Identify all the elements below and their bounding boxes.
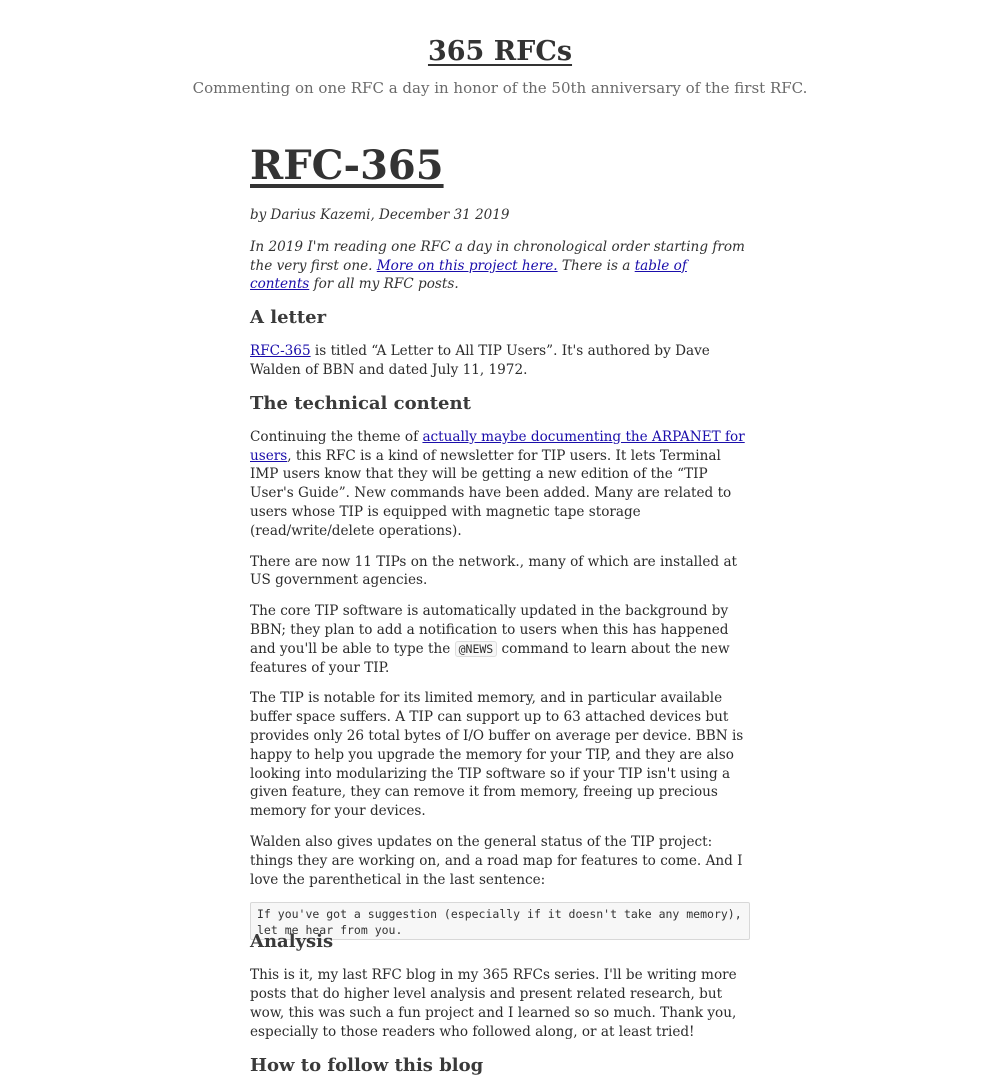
- intro-tail-text: for all my RFC posts.: [309, 276, 459, 293]
- section-heading-analysis: Analysis: [250, 931, 334, 953]
- news-command-code: @NEWS: [455, 641, 498, 657]
- section-heading-technical: The technical content: [250, 392, 471, 414]
- arpanet-users-link[interactable]: actually maybe documenting the ARPANET for users: [250, 428, 745, 464]
- technical-paragraph-2: There are now 11 TIPs on the network., many of which are installed at US government agencies.: [250, 553, 738, 589]
- technical-p1-lead: Continuing the theme of: [250, 428, 423, 445]
- section-heading-letter: A letter: [250, 307, 327, 329]
- intro-lead-text: In 2019 I'm reading one RFC a day in chronological order starting from the very first one.: [250, 238, 745, 274]
- letter-text: is titled “A Letter to All TIP Users”. It's authored by Dave Walden of BBN and dated July 11, 1972.: [250, 343, 710, 378]
- project-intro: [250, 238, 750, 294]
- technical-paragraph-5: Walden also gives updates on the general status of the TIP project: things they are working on, and a road map for features to come. And I love the parenthetical in the last sentence:: [250, 833, 743, 888]
- site-title-link[interactable]: 365 RFCs: [427, 36, 573, 67]
- post-byline: by Darius Kazemi, December 31 2019: [250, 207, 510, 223]
- technical-paragraph-3: [250, 602, 750, 677]
- section-heading-follow: How to follow this blog: [250, 1054, 484, 1076]
- quote-code-block: If you've got a suggestion (especially if it doesn't take any memory), let me hear from you.: [250, 902, 750, 940]
- site-header: [0, 0, 1000, 97]
- table-of-contents-link[interactable]: table of contents: [250, 257, 687, 293]
- site-tagline: Commenting on one RFC a day in honor of the 50th anniversary of the first RFC.: [192, 79, 808, 97]
- rfc-365-link[interactable]: RFC-365: [250, 343, 311, 360]
- technical-p1-tail: , this RFC is a kind of newsletter for TIP users. It lets Terminal IMP users know that they will be getting a new edition of the “TIP User's Guide”. New commands have been added. Many are related to users whose TIP is equipped with magnetic tape storage (read/write/delete operations).: [250, 447, 732, 539]
- analysis-paragraph: This is it, my last RFC blog in my 365 RFCs series. I'll be writing more posts that do higher level analysis and present related research, but wow, this was such a fun project and I learned so so much. Thank you, especially to those readers who followed along, or at least tried!: [250, 967, 737, 1040]
- intro-middle-text: There is a: [557, 257, 635, 274]
- post-article: [250, 140, 750, 1078]
- technical-paragraph-4: The TIP is notable for its limited memory, and in particular available buffer space suffers. A TIP can support up to 63 attached devices but provides only 26 total bytes of I/O buffer on average per device. BBN is happy to help you upgrade the memory for your TIP, and they are also looking into modularizing the TIP software so if your TIP isn't using a given feature, they can remove it from memory, freeing up precious memory for your devices.: [250, 690, 744, 820]
- technical-paragraph-1: [250, 428, 750, 541]
- post-title-link[interactable]: RFC-365: [250, 142, 444, 189]
- technical-p3-tail: command to learn about the new features of your TIP.: [250, 640, 730, 676]
- letter-paragraph: [250, 342, 750, 380]
- technical-p3-lead: The core TIP software is automatically updated in the background by BBN; they plan to add a notification to users when this has happened and you'll be able to type the: [250, 603, 729, 657]
- project-info-link[interactable]: More on this project here.: [376, 257, 558, 274]
